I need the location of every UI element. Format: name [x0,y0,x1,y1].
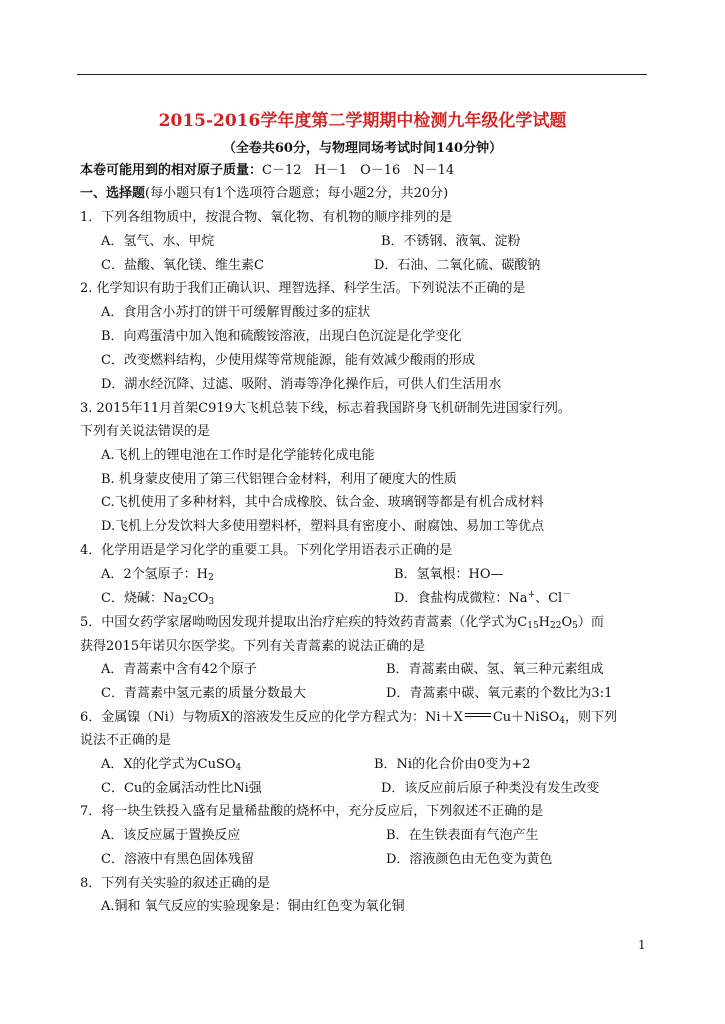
exam-subtitle: （全卷共60分，与物理同场考试时间140分钟） [222,141,503,156]
q1-option-a: A．氢气、水、甲烷 [101,234,215,249]
q2-option-c: C．改变燃料结构，少使用煤等常规能源，能有效减少酸雨的形成 [101,353,475,368]
q5-stem-line2: 获得2015年诺贝尔医学奖。下列有关青蒿素的说法正确的是 [80,639,426,654]
q1-option-b: B．不锈钢、液氧、淀粉 [381,234,521,249]
q4-option-c [101,590,214,608]
q3-option-d: D.飞机上分发饮料大多使用塑料杯，塑料具有密度小、耐腐蚀、易加工等优点 [101,519,545,534]
q8-stem: 8．下列有关实验的叙述正确的是 [80,876,271,891]
q6-stem-sub: 4 [559,716,566,726]
q5-formula-sub2: 22 [550,621,562,631]
q5-formula-h: H [538,615,551,630]
q2-option-d: D．湖水经沉降、过滤、吸附、消毒等净化操作后，可供人们生活用水 [101,377,502,392]
q2-stem: 2. 化学知识有助于我们正确认识、理智选择、科学生活。下列说法不正确的是 [80,281,526,296]
q6-option-d: D．该反应前后原子种类没有发生改变 [381,781,600,796]
q3-option-b: B. 机身蒙皮使用了第三代铝锂合金材料，利用了硬度大的性质 [101,472,457,487]
q6-stem-text: 6．金属镍（Ni）与物质X的溶液发生反应的化学方程式为：Ni＋X [80,710,463,725]
q4-d-text: D．食盐构成微粒：Na [394,591,528,606]
q5-stem-end: ）而 [577,615,604,630]
atomic-mass-label: 本卷可能用到的相对原子质量： [80,163,263,178]
q3-stem-line1: 3. 2015年11月首架C919大飞机总装下线，标志着我国跻身飞机研制先进国家行列。 [80,401,571,416]
q4-a-sub: 2 [208,573,214,583]
q1-option-d: D．石油、二氧化硫、碳酸钠 [374,258,541,273]
q6-stem-line2: 说法不正确的是 [80,733,172,748]
q4-option-b: B．氢氧根：HO— [394,567,504,582]
header-rule [77,74,647,75]
q7-option-a: A．该反应属于置换反应 [101,828,241,843]
q5-option-c: C．青蒿素中氢元素的质量分数最大 [101,686,306,701]
q3-option-a: A.飞机上的锂电池在工作时是化学能转化成电能 [101,448,375,463]
q5-formula-sub3: 5 [572,621,578,631]
section-heading: 一、选择题 [80,186,146,201]
q5-formula-o: O [561,615,573,630]
q3-option-c: C.飞机使用了多种材料，其中合成橡胶、钛合金、玻璃钢等都是有机合成材料 [101,495,544,510]
q6-option-c: C．Cu的金属活动性比Ni强 [101,781,262,796]
q4-option-d [394,590,571,608]
q4-d-sup1: + [527,590,536,600]
q7-option-d: D．溶液颜色由无色变为黄色 [386,852,553,867]
q5-option-d: D．青蒿素中碳、氧元素的个数比为3:1 [386,686,613,701]
section-heading-line [80,185,448,203]
q5-stem-text: 5．中国女药学家屠呦呦因发现并提取出治疗疟疾的特效药青蒿素（化学式为C [80,615,528,630]
exam-title: 2015-2016学年度第二学期期中检测九年级化学试题 [158,111,567,131]
q4-d-sup2: － [562,590,572,600]
q6-option-a [101,756,241,774]
q1-option-c: C．盐酸、氧化镁、维生素C [101,258,264,273]
q4-stem: 4．化学用语是学习化学的重要工具。下列化学用语表示正确的是 [80,543,453,558]
q6-stem-line1 [80,709,617,727]
q5-stem-line1 [80,614,604,632]
q7-stem: 7．将一块生铁投入盛有足量稀盐酸的烧杯中，充分反应后，下列叙述不正确的是 [80,804,544,819]
q6-a-text: A．X的化学式为CuSO [101,757,236,772]
q6-stem-mid: Cu＋NiSO [492,710,560,725]
section-note: (每小题只有1个选项符合题意；每小题2分，共20分) [145,186,449,201]
q7-option-b: B．在生铁表面有气泡产生 [386,828,539,843]
q4-c-sub1: 2 [182,597,188,607]
q4-c-sub2: 3 [208,597,215,607]
equals-sign-icon [463,710,493,720]
q2-option-a: A．食用含小苏打的饼干可缓解胃酸过多的症状 [101,305,371,320]
q5-option-b: B．青蒿素由碳、氢、氧三种元素组成 [386,662,604,677]
q5-option-a: A．青蒿素中含有42个原子 [101,662,257,677]
q2-option-b: B．向鸡蛋清中加入饱和硫酸铵溶液，出现白色沉淀是化学变化 [101,329,462,344]
atomic-mass-values: C－12 H－1 O－16 N－14 [262,163,455,178]
q1-stem: 1．下列各组物质中，按混合物、氧化物、有机物的顺序排列的是 [80,210,453,225]
page-number: 1 [638,938,646,952]
q4-option-a [101,566,214,584]
q4-c-mid: CO [187,591,209,606]
q3-stem-line2: 下列有关说法错误的是 [80,424,211,439]
q6-a-sub: 4 [235,763,242,773]
atomic-mass-line [80,162,454,180]
q6-option-b: B．Ni的化合价由0变为+2 [374,757,531,772]
q5-formula-sub1: 15 [527,621,539,631]
q4-c-text: C．烧碱：Na [101,591,183,606]
q6-stem-end: ，则下列 [565,710,618,725]
q7-option-c: C．溶液中有黑色固体残留 [101,852,254,867]
q4-a-text: A．2个氢原子：H [101,567,208,582]
q4-d-mid: 、Cl [535,591,563,606]
q8-option-a: A.铜和 氧气反应的实验现象是：铜由红色变为氧化铜 [101,899,405,914]
